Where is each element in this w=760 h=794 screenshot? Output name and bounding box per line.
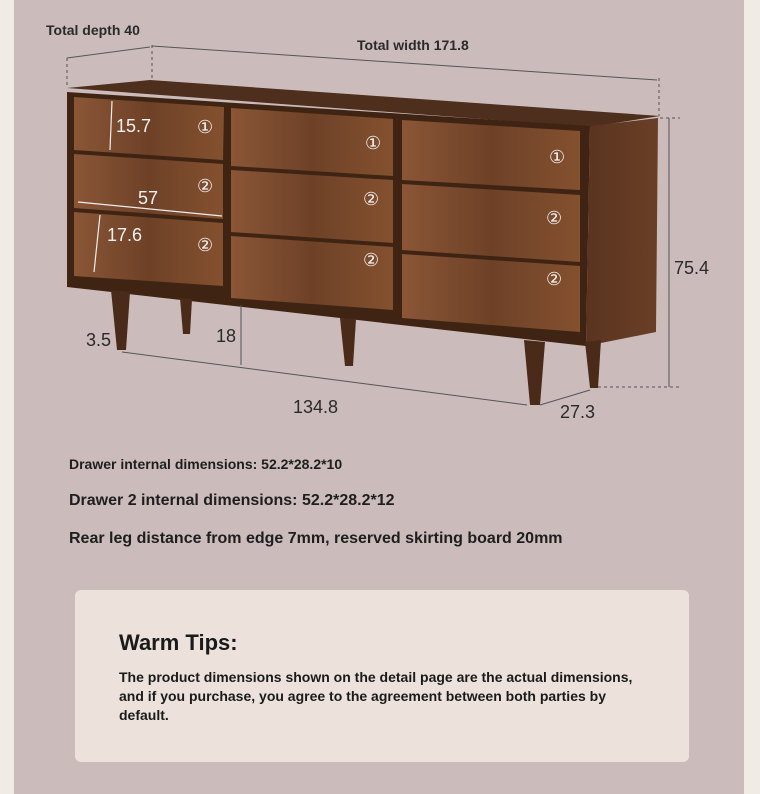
- drawer-marker: ①: [365, 133, 382, 153]
- leg-back-right: [585, 340, 601, 388]
- drawer-marker: ①: [549, 147, 566, 167]
- drawer-marker: ②: [546, 208, 563, 228]
- drawer-marker: ②: [363, 250, 380, 270]
- leg-height-label: 18: [216, 326, 237, 346]
- drawer-width-label: 57: [138, 188, 159, 208]
- total-depth-label: Total depth 40: [46, 22, 140, 38]
- drawer-marker: ①: [197, 117, 214, 137]
- dresser-side: [586, 118, 658, 346]
- height-label: 75.4: [674, 258, 710, 278]
- drawer-height-2-label: 17.6: [107, 225, 143, 245]
- drawer-height-1-label: 15.7: [116, 116, 152, 136]
- warm-tips-body: The product dimensions shown on the detail page are the actual dimensions, and if you purchase, you agree to the agreement between both parties by default.: [119, 669, 633, 723]
- leg-front-left: [111, 290, 130, 350]
- drawer-marker: ②: [546, 269, 563, 289]
- info-drawer-internal: Drawer internal dimensions: 52.2*28.2*10: [69, 456, 343, 472]
- drawer-2-3: [231, 236, 393, 310]
- leg-middle: [340, 318, 356, 366]
- info-drawer2-internal: Drawer 2 internal dimensions: 52.2*28.2*12: [69, 492, 395, 509]
- side-depth-label: 27.3: [560, 402, 596, 422]
- drawer-marker: ②: [363, 189, 380, 209]
- leg-width-label: 3.5: [86, 330, 112, 350]
- warm-tips-card: [75, 590, 689, 762]
- leg-back-left: [180, 298, 192, 334]
- drawer-marker: ②: [197, 235, 214, 255]
- leg-span-label: 134.8: [293, 397, 339, 417]
- total-width-label: Total width 171.8: [357, 37, 469, 53]
- info-rear-leg: Rear leg distance from edge 7mm, reserved skirting board 20mm: [69, 530, 563, 547]
- leg-front-right: [524, 340, 545, 405]
- drawer-marker: ②: [197, 176, 214, 196]
- warm-tips-title: Warm Tips:: [119, 630, 238, 655]
